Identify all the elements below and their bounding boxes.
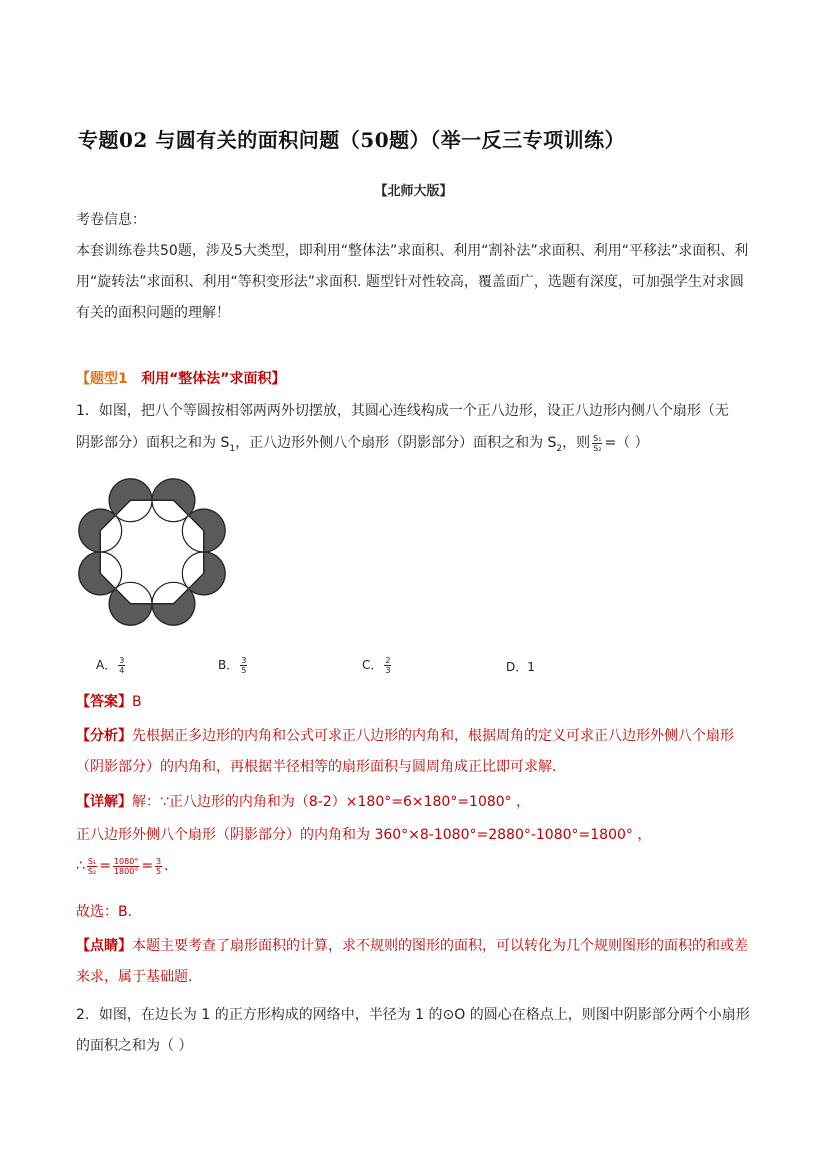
- comment-tag: 【点睛】: [76, 938, 132, 954]
- option-a[interactable]: A． $\frac{3}{4}$: [96, 656, 125, 675]
- section-title: 利用“整体法”求面积】: [141, 371, 286, 387]
- detail-text1: 解：∵正八边形的内角和为（8-2）×180°=6×180°=1080° ，: [132, 794, 531, 810]
- q1-text-a: 阴影部分）面积之和为 S: [76, 435, 230, 451]
- q1-fraction: $\frac{\text{S₁}}{\text{S₂}}$: [593, 433, 602, 453]
- detail-line3: ∴ $\frac{\text{S₁}}{\text{S₂}}$ = $\frac{1080^\circ}{1800^\circ}$ = $\frac{3}{5}$ .: [76, 856, 169, 876]
- section-heading: [76, 364, 286, 395]
- detail-line2: 正八边形外侧八个扇形（阴影部分）的内角和为 360°×8-1080°=2880°-1080°=1800° ，: [76, 827, 652, 843]
- comment-text: 本题主要考查了扇形面积的计算，求不规则的图形的面积，可以转化为几个规则图形的面积的和或差来求，属于基础题.: [76, 938, 748, 985]
- q2-text: 2．如图，在边长为 1 的正方形构成的网络中，半径为 1 的⊙O 的圆心在格点上，则图中阴影部分两个小扇形的面积之和为（ ）: [76, 1007, 750, 1054]
- analysis-text: 先根据正多边形的内角和公式可求正八边形的内角和，根据周角的定义可求正八边形外侧八个扇形（阴影部分）的内角和，再根据半径相等的扇形面积与圆周角成正比即可求解.: [76, 728, 734, 775]
- octagon: [100, 500, 203, 603]
- octagon-circles-figure: [72, 472, 232, 632]
- q1-text-d: =（ ）: [604, 435, 649, 451]
- info-label: 考卷信息：: [76, 212, 146, 228]
- option-b[interactable]: B． $\frac{3}{5}$: [218, 656, 247, 675]
- option-c[interactable]: C． $\frac{2}{3}$: [362, 656, 391, 675]
- analysis-block: [76, 721, 756, 783]
- info-text: 本套训练卷共50题，涉及5大类型，即利用“整体法”求面积、利用“割补法”求面积、利用“平移法”求面积、利用“旋转法”求面积、利用“等积变形法”求面积. 题型针对性较高，覆盖面广，选题有深度，可加强学生对求圆有关的面积问题的理解！: [76, 243, 749, 321]
- q1-line1: 1．如图，把八个等圆按相邻两两外切摆放，其圆心连线构成一个正八边形，设正八边形内侧八个扇形（无: [76, 403, 729, 419]
- detail-tag: 【详解】: [76, 794, 132, 810]
- comment-block: [76, 931, 756, 993]
- answer-line: [76, 687, 142, 718]
- option-d[interactable]: D．1: [506, 660, 535, 674]
- detail-line1: [76, 787, 530, 818]
- page-title: 专题02 与圆有关的面积问题（50题）（举一反三专项训练）: [78, 128, 626, 152]
- choice-line: 故选：B．: [76, 904, 142, 920]
- q1-line2: [76, 428, 649, 465]
- analysis-tag: 【分析】: [76, 728, 132, 744]
- section-tag: 【题型1: [76, 371, 128, 387]
- q1-sub2: 2: [556, 443, 563, 454]
- edition-label: 【北师大版】: [374, 184, 453, 199]
- answer-tag: 【答案】: [76, 694, 132, 710]
- q1-text-b: ，正八边形外侧八个扇形（阴影部分）面积之和为 S: [235, 435, 557, 451]
- q1-text-c: ，则: [562, 435, 591, 451]
- q1-sub1: 1: [229, 443, 236, 454]
- answer-value: B: [132, 694, 142, 710]
